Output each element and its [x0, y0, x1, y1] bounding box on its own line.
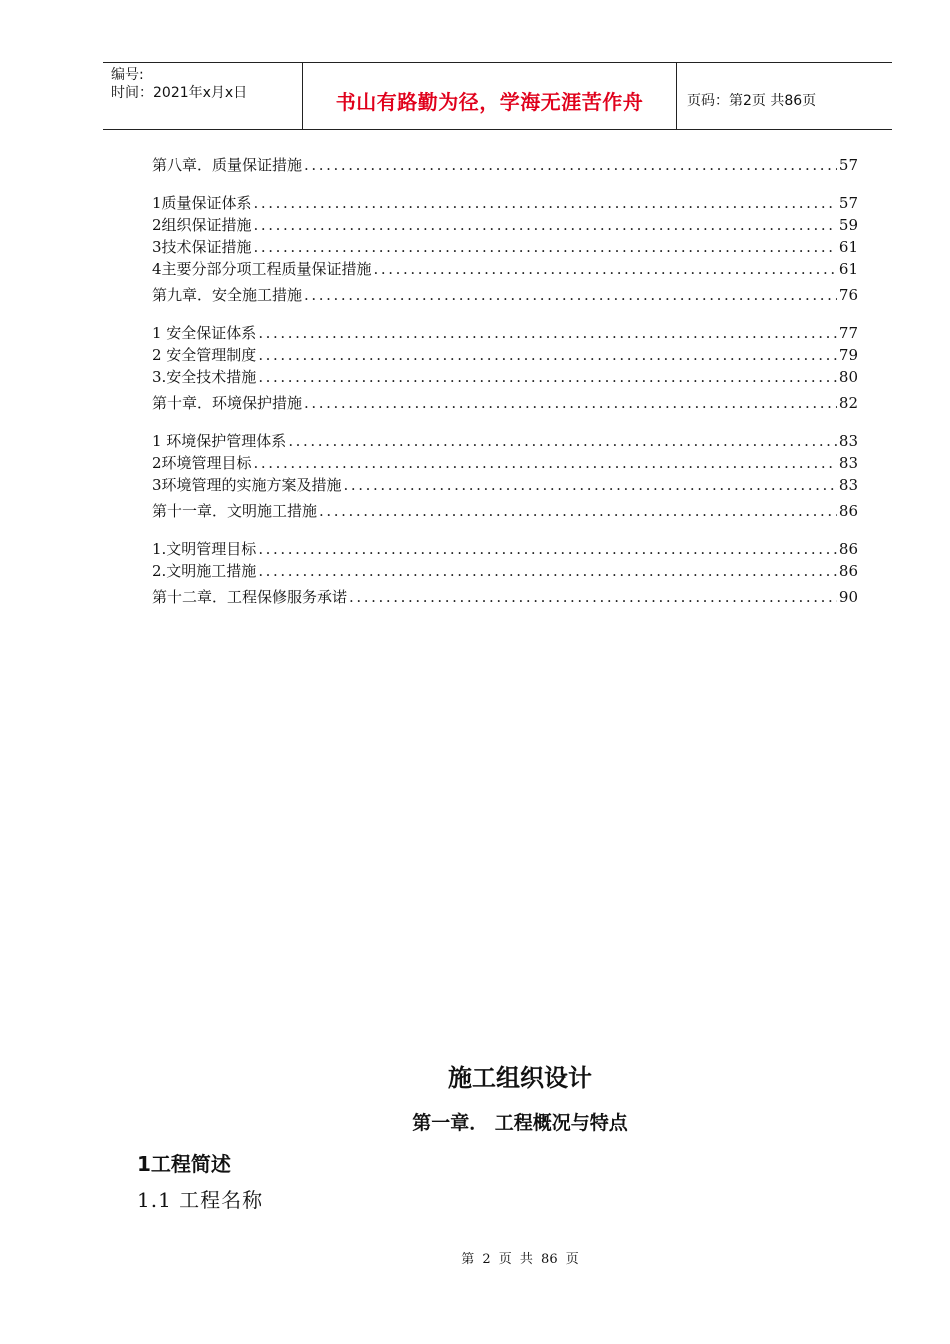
toc-dot-leader: [258, 322, 837, 344]
toc-item-entry[interactable]: [152, 236, 858, 258]
toc-entry-label: 2组织保证措施: [152, 216, 252, 234]
header-page-info: 页码：第2页 共86页: [687, 93, 817, 109]
subsection-heading: 1.1 工程名称: [137, 1188, 264, 1212]
toc-item-entry[interactable]: [152, 430, 858, 452]
toc-item-entry[interactable]: [152, 474, 858, 496]
toc-dot-leader: [288, 430, 837, 452]
toc-entry-label: 1质量保证体系: [152, 194, 252, 212]
chapter-title: 第一章． 工程概况与特点: [412, 1112, 628, 1134]
toc-entry-page: 77: [838, 324, 858, 342]
toc-entry-label: 第十二章．工程保修服务承诺: [152, 588, 348, 606]
toc-item-entry[interactable]: [152, 366, 858, 388]
toc-item-entry[interactable]: [152, 344, 858, 366]
toc-chapter-entry[interactable]: [152, 586, 858, 608]
toc-entry-label: 第十一章．文明施工措施: [152, 502, 318, 520]
toc-entry-page: 83: [838, 476, 858, 494]
page-header: [103, 62, 892, 130]
toc-entry-label: 第九章．安全施工措施: [152, 286, 303, 304]
toc-entry-page: 79: [838, 346, 858, 364]
toc-entry-label: 第十章．环境保护措施: [152, 394, 303, 412]
toc-entry-label: 第八章．质量保证措施: [152, 156, 303, 174]
toc-dot-leader: [319, 500, 837, 522]
page-footer: 第 2 页 共 86 页: [461, 1252, 579, 1267]
toc-entry-label: 3.安全技术措施: [152, 368, 257, 386]
toc-item-entry[interactable]: [152, 560, 858, 582]
section-heading: 1工程简述: [137, 1152, 231, 1176]
toc-dot-leader: [254, 192, 837, 214]
toc-dot-leader: [254, 214, 837, 236]
toc-dot-leader: [304, 392, 837, 414]
toc-dot-leader: [304, 154, 837, 176]
toc-entry-page: 86: [838, 540, 858, 558]
toc-item-entry[interactable]: [152, 452, 858, 474]
toc-entry-page: 86: [838, 502, 858, 520]
toc-dot-leader: [349, 586, 837, 608]
toc-dot-leader: [258, 344, 837, 366]
toc-entry-page: 76: [838, 286, 858, 304]
toc-entry-page: 90: [838, 588, 858, 606]
toc-dot-leader: [258, 560, 837, 582]
toc-dot-leader: [258, 538, 837, 560]
header-meta: [103, 63, 303, 129]
toc-entry-label: 1.文明管理目标: [152, 540, 257, 558]
toc-dot-leader: [258, 366, 837, 388]
toc-entry-page: 59: [838, 216, 858, 234]
toc-chapter-entry[interactable]: [152, 284, 858, 306]
toc-entry-page: 57: [838, 194, 858, 212]
toc-item-entry[interactable]: [152, 322, 858, 344]
toc-dot-leader: [374, 258, 837, 280]
toc-entry-label: 4主要分部分项工程质量保证措施: [152, 260, 372, 278]
toc-entry-label: 3技术保证措施: [152, 238, 252, 256]
toc-entry-page: 83: [838, 432, 858, 450]
toc-item-entry[interactable]: [152, 258, 858, 280]
toc-dot-leader: [344, 474, 837, 496]
document-title: 施工组织设计: [448, 1064, 592, 1092]
toc-entry-page: 82: [838, 394, 858, 412]
table-of-contents: [152, 150, 858, 624]
toc-entry-label: 1 安全保证体系: [152, 324, 257, 342]
toc-entry-label: 3环境管理的实施方案及措施: [152, 476, 342, 494]
toc-entry-label: 2 安全管理制度: [152, 346, 257, 364]
toc-dot-leader: [304, 284, 837, 306]
toc-dot-leader: [254, 236, 837, 258]
toc-entry-label: 2环境管理目标: [152, 454, 252, 472]
time-label: 时间：2021年x月x日: [111, 85, 248, 101]
toc-entry-page: 83: [838, 454, 858, 472]
toc-dot-leader: [254, 452, 837, 474]
toc-entry-page: 86: [838, 562, 858, 580]
toc-item-entry[interactable]: [152, 538, 858, 560]
toc-item-entry[interactable]: [152, 192, 858, 214]
toc-entry-label: 2.文明施工措施: [152, 562, 257, 580]
toc-entry-page: 61: [838, 238, 858, 256]
toc-entry-label: 1 环境保护管理体系: [152, 432, 287, 450]
toc-entry-page: 61: [838, 260, 858, 278]
toc-entry-page: 80: [838, 368, 858, 386]
number-label: 编号:: [111, 67, 144, 83]
header-motto: 书山有路勤为径，学海无涯苦作舟: [303, 63, 677, 129]
toc-item-entry[interactable]: [152, 214, 858, 236]
toc-chapter-entry[interactable]: [152, 154, 858, 176]
toc-chapter-entry[interactable]: [152, 500, 858, 522]
toc-entry-page: 57: [838, 156, 858, 174]
toc-chapter-entry[interactable]: [152, 392, 858, 414]
